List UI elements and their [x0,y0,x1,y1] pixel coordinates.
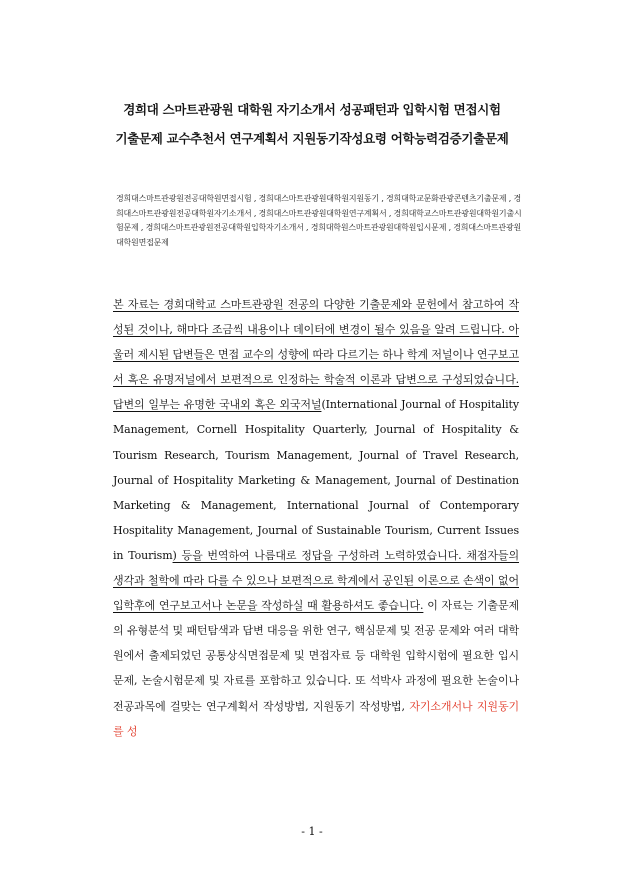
body-underlined-note: ) 등을 번역하여 나름대로 정답을 구성하려 노력하였습니다. 채점자들의 생각과 철학에 따라 다를 수 있으나 보편적으로 학계에서 공인된 이론으로 손색이 없어 입학후에 연구보고서나 논문을 작성하실 때 활용하셔도 좋습니다. [113,548,519,613]
body-description: 이 자료는 기출문제의 유형분석 및 패턴탐색과 답변 대응을 위한 연구, 핵심문제 및 전공 문제와 여러 대학원에서 출제되었던 공통상식면접문제 및 면접자료 등 대학원 입학시험에 필요한 입시문제, 논술시험문제 및 자료를 포함하고 있습니다. 또 석박사 과정에 필요한 논술이나 전공과목에 걸맞는 연구계획서 작성방법, 지원동기 작성방법, [113,599,519,713]
document-title-line-1: 경희대 스마트관광원 대학원 자기소개서 성공패턴과 입학시험 면접시험 [123,102,501,117]
body-underlined-intro: 본 자료는 경희대학교 스마트관광원 전공의 다양한 기출문제와 문헌에서 참고하여 작성된 것이나, 해마다 조금씩 내용이나 데이터에 변경이 될수 있음을 알려 드립니다. 아울러 제시된 답변들은 면접 교수의 성향에 따라 다르기는 하나 학계 저널이나 연구보고서 혹은 유명저널에서 보편적으로 인정하는 학술적 이론과 답변으로 구성되었습니다. 답변의 일부는 유명한 국내외 혹은 외국저널 [113,298,519,412]
body-text [113,292,519,744]
document-title-line-2: 기출문제 교수추천서 연구계획서 지원동기작성요령 어학능력검증기출문제 [115,131,509,146]
keyword-list: 경희대스마트관광원전공대학원면접시험 , 경희대스마트관광원대학원지원동기 , 경희대학교문화관광콘텐츠기출문제 , 경희대스마트관광원전공대학원자기소개서 , 경희대스마트관광원대학원연구계획서 , 경희대학교스마트관광원대학원기출시험문제 , 경희대스마트관광원전공대학원입학자기소개서 , 경희대학원스마트관광원대학원입시문제 , 경희대스마트관광원대학원면접문제 [116,194,522,247]
page-number: - 1 - [301,825,323,838]
body-red-highlight: 자기소개서나 지원동기를 성 [113,699,520,738]
body-journal-list: (International Journal of Hospitality Management, Cornell Hospitality Quarterly, Journal of Hospitality & Tourism Research, Tourism Management, Journal of Travel Research, Journal of Hospitality Marketing & Management, Journal of Destination Marketing & Management, International Journal of Contemporary Hospitality Management, Journal of Sustainable Tourism, Current Issues in Tourism [113,398,519,562]
